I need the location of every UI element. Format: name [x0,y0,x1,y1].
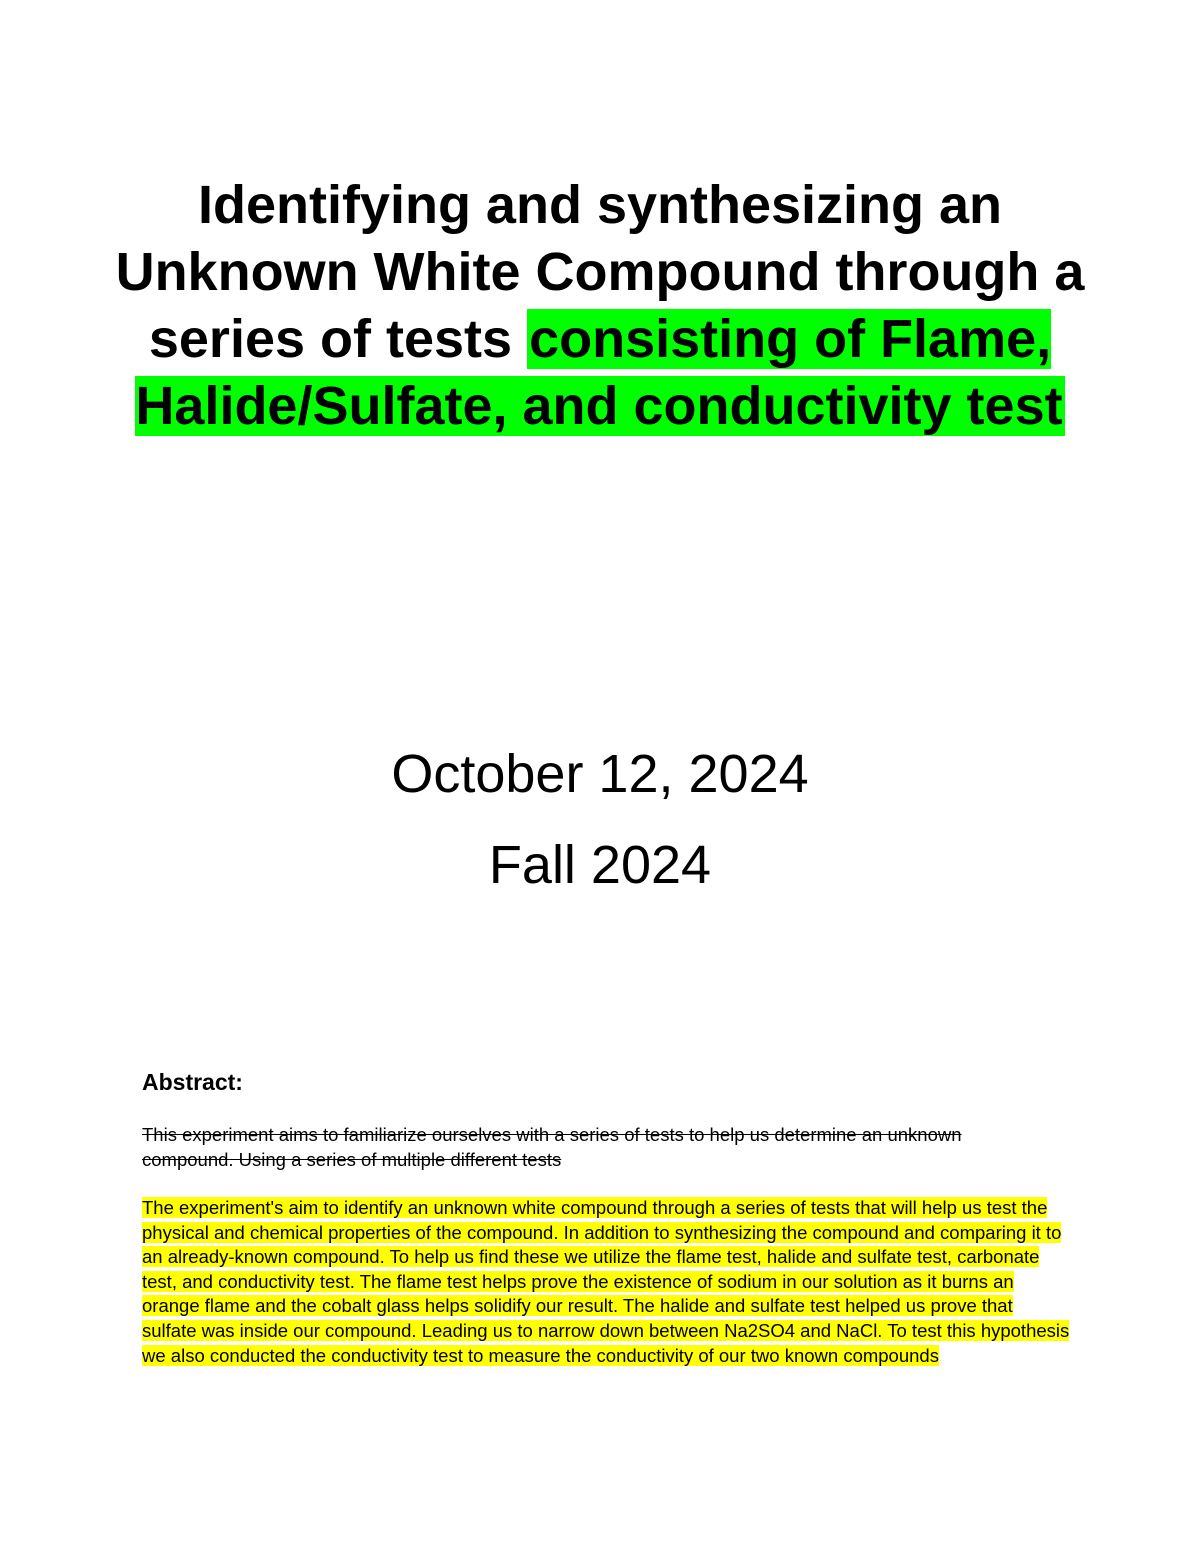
abstract-heading: Abstract: [142,1069,243,1095]
abstract-struck-text: This experiment aims to familiarize ourselves with a series of tests to help us determine an unknown compound. Using a series of multiple different tests [142,1124,962,1170]
document-title [100,172,1100,440]
title-highlighted-text: consisting of Flame, Halide/Sulfate, and conductivity test [135,309,1063,436]
report-date: October 12, 2024 [391,744,809,804]
title-plain-text: Identifying and synthesizing an Unknown White Compound through a series of tests [115,175,1085,369]
abstract-body-highlighted-text: The experiment's aim to identify an unknown white compound through a series of tests that will help us test the physical and chemical properties of the compound. In addition to synthesizing the compound and comparing it to an already-known compound. To help us find these we utilize the flame test, halide and sulfate test, carbonate test, and conductivity test. The flame test helps prove the existence of sodium in our solution as it burns an orange flame and the cobalt glass helps solidify our result. The halide and sulfate test helped us prove that sulfate was inside our compound. Leading us to narrow down between Na2SO4 and NaCl. To test this hypothesis we also conducted the conductivity test to measure the conductivity of our two known compounds [142,1197,1070,1366]
abstract-body [142,1196,1072,1368]
report-term: Fall 2024 [488,835,712,895]
